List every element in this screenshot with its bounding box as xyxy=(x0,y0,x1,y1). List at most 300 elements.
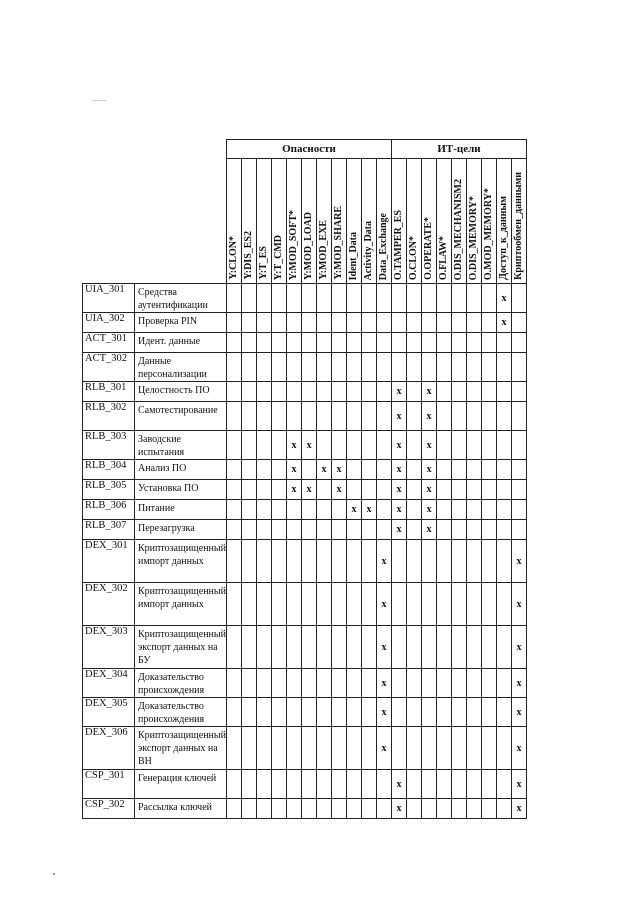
matrix-cell xyxy=(316,626,331,669)
matrix-cell xyxy=(451,540,466,583)
matrix-cell xyxy=(436,799,451,819)
matrix-cell-marked: x xyxy=(511,770,526,799)
matrix-cell-marked: x xyxy=(496,313,511,333)
matrix-cell xyxy=(271,799,286,819)
column-header-label: Activity_Data xyxy=(362,220,374,280)
matrix-cell xyxy=(316,698,331,727)
matrix-cell xyxy=(376,382,391,402)
matrix-cell xyxy=(421,626,436,669)
matrix-cell xyxy=(286,284,301,313)
matrix-cell xyxy=(466,353,481,382)
matrix-cell xyxy=(316,500,331,520)
row-name: Средства аутентификации xyxy=(135,284,227,313)
matrix-cell xyxy=(271,313,286,333)
row-id: RLB_305 xyxy=(83,480,135,500)
row-name: Самотестирование xyxy=(135,402,227,431)
row-id: RLB_306 xyxy=(83,500,135,520)
row-name: Данные персонализации xyxy=(135,353,227,382)
matrix-cell xyxy=(436,460,451,480)
matrix-cell xyxy=(241,669,256,698)
matrix-cell xyxy=(496,480,511,500)
matrix-cell-marked: x xyxy=(361,500,376,520)
matrix-cell xyxy=(271,284,286,313)
matrix-cell xyxy=(406,333,421,353)
matrix-cell xyxy=(256,669,271,698)
matrix-cell xyxy=(391,727,406,770)
matrix-cell xyxy=(226,770,241,799)
matrix-cell xyxy=(496,540,511,583)
matrix-cell xyxy=(511,480,526,500)
row-name: Генерация ключей xyxy=(135,770,227,799)
matrix-cell xyxy=(301,382,316,402)
matrix-cell xyxy=(241,698,256,727)
matrix-cell xyxy=(226,540,241,583)
matrix-cell xyxy=(346,626,361,669)
matrix-cell xyxy=(466,460,481,480)
matrix-cell xyxy=(496,353,511,382)
matrix-cell xyxy=(481,799,496,819)
matrix-cell xyxy=(331,770,346,799)
matrix-cell xyxy=(316,333,331,353)
matrix-cell-marked: x xyxy=(376,583,391,626)
matrix-cell xyxy=(256,698,271,727)
matrix-cell-marked: x xyxy=(391,799,406,819)
matrix-cell xyxy=(331,626,346,669)
matrix-cell xyxy=(331,520,346,540)
matrix-cell xyxy=(286,727,301,770)
matrix-cell-marked: x xyxy=(421,520,436,540)
matrix-cell xyxy=(316,402,331,431)
matrix-cell xyxy=(406,500,421,520)
matrix-cell-marked: x xyxy=(301,480,316,500)
matrix-cell xyxy=(346,284,361,313)
row-name: Рассылка ключей xyxy=(135,799,227,819)
table-row xyxy=(83,770,527,799)
matrix-cell xyxy=(406,626,421,669)
row-id: DEX_301 xyxy=(83,540,135,583)
matrix-cell xyxy=(406,353,421,382)
matrix-cell xyxy=(256,770,271,799)
matrix-cell xyxy=(241,431,256,460)
column-header-label: Y:MOD_SOFT* xyxy=(287,209,299,280)
row-name: Криптозащищенный экспорт данных на ВН xyxy=(135,727,227,770)
matrix-cell xyxy=(241,500,256,520)
matrix-cell xyxy=(436,540,451,583)
matrix-cell xyxy=(376,480,391,500)
matrix-cell xyxy=(271,480,286,500)
matrix-cell xyxy=(346,727,361,770)
matrix-cell xyxy=(241,520,256,540)
matrix-cell xyxy=(271,540,286,583)
matrix-cell xyxy=(226,520,241,540)
matrix-cell xyxy=(406,431,421,460)
matrix-cell xyxy=(436,480,451,500)
matrix-cell xyxy=(316,727,331,770)
matrix-cell xyxy=(346,770,361,799)
matrix-cell xyxy=(346,313,361,333)
column-header-label: O.CLON* xyxy=(407,235,419,280)
matrix-cell-marked: x xyxy=(286,431,301,460)
matrix-cell xyxy=(436,431,451,460)
matrix-cell xyxy=(316,284,331,313)
matrix-cell xyxy=(301,799,316,819)
matrix-cell xyxy=(256,583,271,626)
table-row xyxy=(83,500,527,520)
matrix-cell xyxy=(226,382,241,402)
column-header-label: Y:CLON* xyxy=(227,236,239,280)
matrix-cell xyxy=(451,698,466,727)
matrix-cell xyxy=(226,313,241,333)
table-row xyxy=(83,431,527,460)
column-header-label: Y:T_CMD xyxy=(272,234,284,280)
row-id: RLB_304 xyxy=(83,460,135,480)
matrix-cell xyxy=(436,669,451,698)
matrix-cell-marked: x xyxy=(346,500,361,520)
matrix-cell xyxy=(346,480,361,500)
matrix-cell xyxy=(346,353,361,382)
row-id: ACT_302 xyxy=(83,353,135,382)
matrix-cell-marked: x xyxy=(316,460,331,480)
matrix-cell xyxy=(271,402,286,431)
matrix-cell xyxy=(511,431,526,460)
matrix-cell xyxy=(466,402,481,431)
matrix-cell xyxy=(451,480,466,500)
row-name: Питание xyxy=(135,500,227,520)
matrix-cell-marked: x xyxy=(421,480,436,500)
matrix-cell-marked: x xyxy=(511,727,526,770)
matrix-cell xyxy=(481,402,496,431)
matrix-cell xyxy=(301,626,316,669)
row-name: Установка ПО xyxy=(135,480,227,500)
matrix-cell-marked: x xyxy=(391,460,406,480)
matrix-cell xyxy=(241,480,256,500)
matrix-cell xyxy=(316,799,331,819)
matrix-cell xyxy=(346,431,361,460)
column-header-label: Ident_Data xyxy=(347,231,359,280)
matrix-cell xyxy=(286,698,301,727)
matrix-cell xyxy=(346,460,361,480)
matrix-cell xyxy=(346,799,361,819)
matrix-cell xyxy=(421,333,436,353)
matrix-cell xyxy=(271,520,286,540)
row-name: Проверка PIN xyxy=(135,313,227,333)
matrix-cell xyxy=(406,583,421,626)
matrix-cell-marked: x xyxy=(391,431,406,460)
matrix-cell xyxy=(406,382,421,402)
row-id: DEX_306 xyxy=(83,727,135,770)
matrix-cell-marked: x xyxy=(511,540,526,583)
matrix-cell-marked: x xyxy=(496,284,511,313)
matrix-cell xyxy=(451,382,466,402)
column-header-label: Y:DIS_ES2 xyxy=(242,231,254,280)
matrix-cell-marked: x xyxy=(391,480,406,500)
matrix-cell xyxy=(406,520,421,540)
matrix-cell xyxy=(436,313,451,333)
matrix-cell xyxy=(256,500,271,520)
matrix-cell xyxy=(376,431,391,460)
matrix-cell xyxy=(406,402,421,431)
matrix-cell xyxy=(391,698,406,727)
matrix-cell xyxy=(361,520,376,540)
matrix-cell xyxy=(451,333,466,353)
matrix-cell xyxy=(316,583,331,626)
row-name: Криптозащищенный импорт данных xyxy=(135,540,227,583)
matrix-cell-marked: x xyxy=(511,626,526,669)
matrix-cell xyxy=(451,431,466,460)
matrix-cell xyxy=(226,500,241,520)
matrix-cell xyxy=(241,583,256,626)
matrix-cell xyxy=(436,284,451,313)
matrix-cell xyxy=(286,669,301,698)
matrix-cell xyxy=(316,313,331,333)
matrix-cell xyxy=(451,583,466,626)
matrix-cell xyxy=(511,460,526,480)
matrix-cell xyxy=(496,583,511,626)
matrix-cell xyxy=(391,626,406,669)
row-id: DEX_303 xyxy=(83,626,135,669)
row-id: CSP_301 xyxy=(83,770,135,799)
matrix-cell xyxy=(496,669,511,698)
matrix-cell xyxy=(391,284,406,313)
column-header xyxy=(361,159,376,284)
matrix-cell-marked: x xyxy=(421,402,436,431)
column-header xyxy=(346,159,361,284)
matrix-cell-marked: x xyxy=(286,460,301,480)
row-id: UIA_301 xyxy=(83,284,135,313)
matrix-cell xyxy=(451,313,466,333)
matrix-cell xyxy=(346,540,361,583)
matrix-cell xyxy=(391,540,406,583)
matrix-cell xyxy=(466,480,481,500)
column-header-label: Y:MOD_LOAD xyxy=(302,212,314,280)
column-header xyxy=(496,159,511,284)
table-row xyxy=(83,799,527,819)
matrix-cell xyxy=(226,727,241,770)
matrix-cell xyxy=(331,353,346,382)
matrix-cell xyxy=(376,284,391,313)
matrix-cell xyxy=(466,520,481,540)
matrix-cell xyxy=(331,583,346,626)
matrix-cell xyxy=(256,313,271,333)
matrix-cell-marked: x xyxy=(391,770,406,799)
matrix-cell xyxy=(436,520,451,540)
matrix-cell xyxy=(406,799,421,819)
matrix-cell xyxy=(496,333,511,353)
matrix-cell xyxy=(361,313,376,333)
matrix-cell xyxy=(376,460,391,480)
column-header-label: O.DIS_MEMORY* xyxy=(467,195,479,280)
row-id: RLB_303 xyxy=(83,431,135,460)
matrix-cell xyxy=(286,540,301,583)
blank-corner xyxy=(83,159,227,284)
matrix-cell xyxy=(466,626,481,669)
matrix-cell xyxy=(226,333,241,353)
matrix-cell xyxy=(466,799,481,819)
matrix-cell xyxy=(361,540,376,583)
matrix-cell-marked: x xyxy=(331,460,346,480)
matrix-cell xyxy=(241,799,256,819)
matrix-cell xyxy=(301,583,316,626)
matrix-cell xyxy=(241,313,256,333)
column-header-label: O.DIS_MECHANISM2 xyxy=(452,178,464,280)
matrix-cell xyxy=(436,727,451,770)
matrix-cell xyxy=(361,626,376,669)
matrix-cell xyxy=(376,313,391,333)
row-id: CSP_302 xyxy=(83,799,135,819)
matrix-cell xyxy=(376,353,391,382)
matrix-cell xyxy=(511,284,526,313)
matrix-cell xyxy=(361,284,376,313)
matrix-cell-marked: x xyxy=(511,799,526,819)
matrix-cell xyxy=(226,626,241,669)
column-header-label: Data_Exchange xyxy=(377,212,389,280)
matrix-cell xyxy=(226,284,241,313)
group-header: ИТ-цели xyxy=(391,140,526,159)
matrix-cell xyxy=(301,353,316,382)
matrix-cell xyxy=(406,480,421,500)
column-header xyxy=(376,159,391,284)
matrix-cell-marked: x xyxy=(421,460,436,480)
matrix-cell xyxy=(226,431,241,460)
table-row xyxy=(83,382,527,402)
column-header xyxy=(421,159,436,284)
matrix-cell xyxy=(481,431,496,460)
matrix-cell xyxy=(316,353,331,382)
matrix-cell xyxy=(226,480,241,500)
matrix-cell xyxy=(496,500,511,520)
matrix-cell xyxy=(301,727,316,770)
matrix-cell xyxy=(421,583,436,626)
matrix-cell xyxy=(286,799,301,819)
matrix-cell-marked: x xyxy=(301,431,316,460)
column-header-row xyxy=(83,159,527,284)
matrix-cell xyxy=(331,382,346,402)
matrix-cell xyxy=(391,333,406,353)
matrix-cell xyxy=(256,540,271,583)
matrix-cell xyxy=(241,540,256,583)
matrix-cell xyxy=(496,626,511,669)
matrix-cell xyxy=(331,431,346,460)
matrix-cell xyxy=(481,284,496,313)
matrix-cell-marked: x xyxy=(286,480,301,500)
matrix-cell xyxy=(436,382,451,402)
table-row xyxy=(83,402,527,431)
matrix-cell xyxy=(466,540,481,583)
row-name: Заводские испытания xyxy=(135,431,227,460)
matrix-cell xyxy=(286,520,301,540)
matrix-cell xyxy=(436,402,451,431)
matrix-cell xyxy=(466,500,481,520)
matrix-cell-marked: x xyxy=(511,698,526,727)
matrix-cell xyxy=(241,626,256,669)
matrix-cell xyxy=(271,770,286,799)
scan-speck xyxy=(53,873,55,875)
matrix-cell xyxy=(316,540,331,583)
column-header xyxy=(511,159,526,284)
matrix-cell xyxy=(301,520,316,540)
column-header-label: Y:MOD_EXE xyxy=(317,220,329,280)
matrix-cell xyxy=(466,583,481,626)
matrix-cell xyxy=(436,770,451,799)
column-header xyxy=(286,159,301,284)
matrix-cell xyxy=(481,480,496,500)
matrix-cell xyxy=(466,333,481,353)
security-matrix-table xyxy=(82,139,527,819)
matrix-cell xyxy=(451,770,466,799)
matrix-cell xyxy=(361,669,376,698)
matrix-cell xyxy=(511,500,526,520)
matrix-cell xyxy=(451,460,466,480)
matrix-cell xyxy=(451,727,466,770)
matrix-cell-marked: x xyxy=(421,500,436,520)
table-row xyxy=(83,480,527,500)
matrix-cell-marked: x xyxy=(511,583,526,626)
matrix-cell xyxy=(481,698,496,727)
matrix-cell xyxy=(421,353,436,382)
matrix-cell xyxy=(271,500,286,520)
column-header xyxy=(316,159,331,284)
matrix-cell xyxy=(316,382,331,402)
matrix-cell xyxy=(421,669,436,698)
matrix-cell xyxy=(346,333,361,353)
matrix-cell xyxy=(301,540,316,583)
matrix-cell xyxy=(256,402,271,431)
matrix-cell xyxy=(271,460,286,480)
matrix-cell xyxy=(301,460,316,480)
matrix-cell xyxy=(391,669,406,698)
matrix-cell xyxy=(331,540,346,583)
matrix-cell xyxy=(436,698,451,727)
matrix-cell xyxy=(331,402,346,431)
matrix-cell xyxy=(271,669,286,698)
matrix-cell xyxy=(226,402,241,431)
row-name: Идент. данные xyxy=(135,333,227,353)
row-id: RLB_301 xyxy=(83,382,135,402)
row-id: UIA_302 xyxy=(83,313,135,333)
matrix-cell-marked: x xyxy=(331,480,346,500)
matrix-cell xyxy=(496,727,511,770)
table-row xyxy=(83,520,527,540)
matrix-cell xyxy=(481,770,496,799)
blank-corner xyxy=(83,140,227,159)
matrix-cell xyxy=(376,500,391,520)
scan-speck xyxy=(92,100,106,101)
matrix-cell xyxy=(331,727,346,770)
matrix-cell xyxy=(286,626,301,669)
matrix-cell xyxy=(496,698,511,727)
matrix-cell xyxy=(346,402,361,431)
matrix-cell-marked: x xyxy=(391,382,406,402)
matrix-cell xyxy=(241,460,256,480)
matrix-cell xyxy=(496,460,511,480)
matrix-cell xyxy=(361,431,376,460)
table-row xyxy=(83,698,527,727)
matrix-cell xyxy=(241,353,256,382)
matrix-cell xyxy=(406,284,421,313)
matrix-cell xyxy=(496,431,511,460)
matrix-cell xyxy=(346,669,361,698)
matrix-cell xyxy=(421,727,436,770)
matrix-cell xyxy=(256,520,271,540)
matrix-cell xyxy=(376,402,391,431)
matrix-cell xyxy=(511,333,526,353)
matrix-cell xyxy=(511,520,526,540)
matrix-cell xyxy=(361,460,376,480)
matrix-cell xyxy=(481,669,496,698)
matrix-cell xyxy=(466,313,481,333)
table-row xyxy=(83,727,527,770)
matrix-cell xyxy=(451,520,466,540)
